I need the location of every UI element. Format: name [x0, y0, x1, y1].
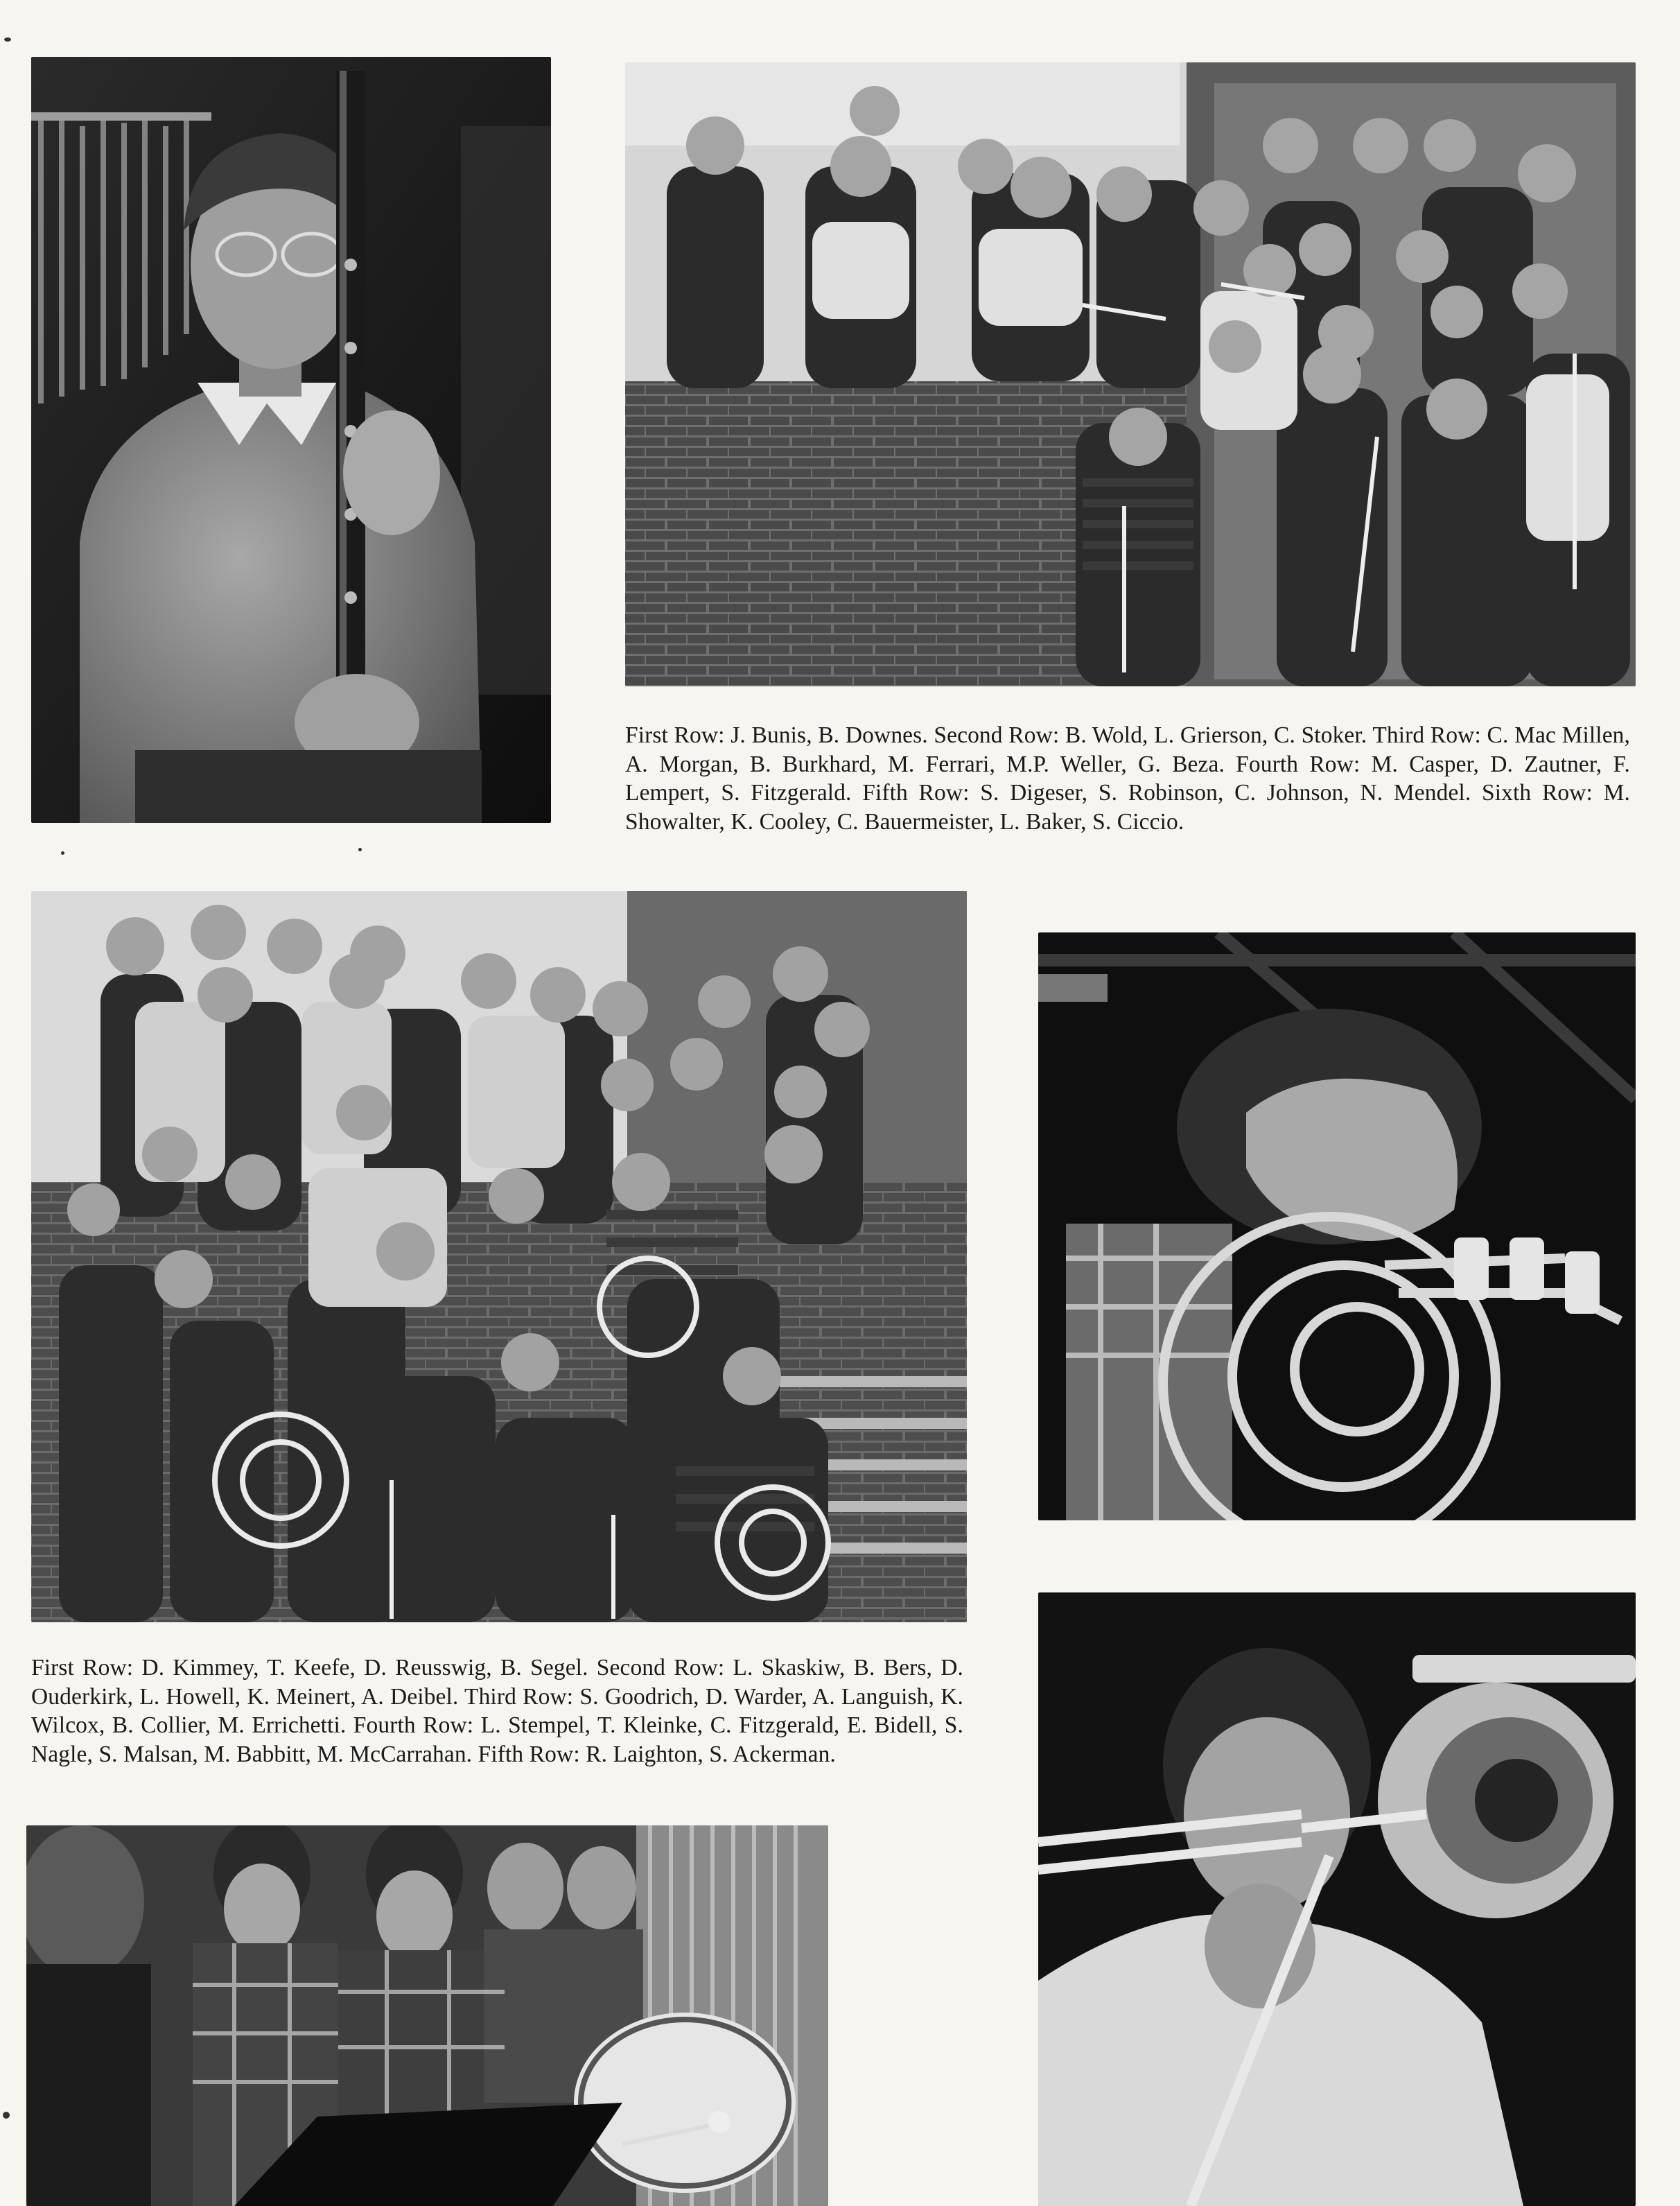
- scan-speck: [61, 851, 64, 855]
- brass-section-photo: [31, 891, 967, 1622]
- scan-speck: [4, 37, 11, 42]
- french-horn-closeup-photo: [1038, 932, 1636, 1520]
- scan-speck: [3, 2112, 10, 2119]
- percussion-section-photo: [26, 1825, 828, 2206]
- scan-speck: [358, 848, 362, 851]
- group-one-caption: First Row: J. Bunis, B. Downes. Second Row: B. Wold, L. Grierson, C. Stoker. Third Row: C. Mac Millen, A. Morgan, B. Burkhard, M. Ferrari, M.P. Weller, G. Beza. Fourth Row: M. Casper, D. Zautner, F. Lempert, S. Fitzgerald. Fifth Row: S. Digeser, S. Robinson, C. Johnson, N. Mendel. Sixth Row: M. Showalter, K. Cooley, C. Bauermeister, L. Baker, S. Ciccio.: [625, 722, 1630, 835]
- clarinet-player-photo: [31, 57, 551, 823]
- trombone-player-photo: [1038, 1592, 1636, 2206]
- group-two-caption: First Row: D. Kimmey, T. Keefe, D. Reusswig, B. Segel. Second Row: L. Skaskiw, B. Bers, D. Ouderkirk, L. Howell, K. Meinert, A. Deibel. Third Row: S. Goodrich, D. Warder, A. Languish, K. Wilcox, B. Collier, M. Errichetti. Fourth Row: L. Stempel, T. Kleinke, C. Fitzgerald, E. Bidell, S. Nagle, S. Malsan, M. Babbitt, M. McCarrahan. Fifth Row: R. Laighton, S. Ackerman.: [31, 1655, 963, 1767]
- flute-section-photo: [625, 62, 1636, 686]
